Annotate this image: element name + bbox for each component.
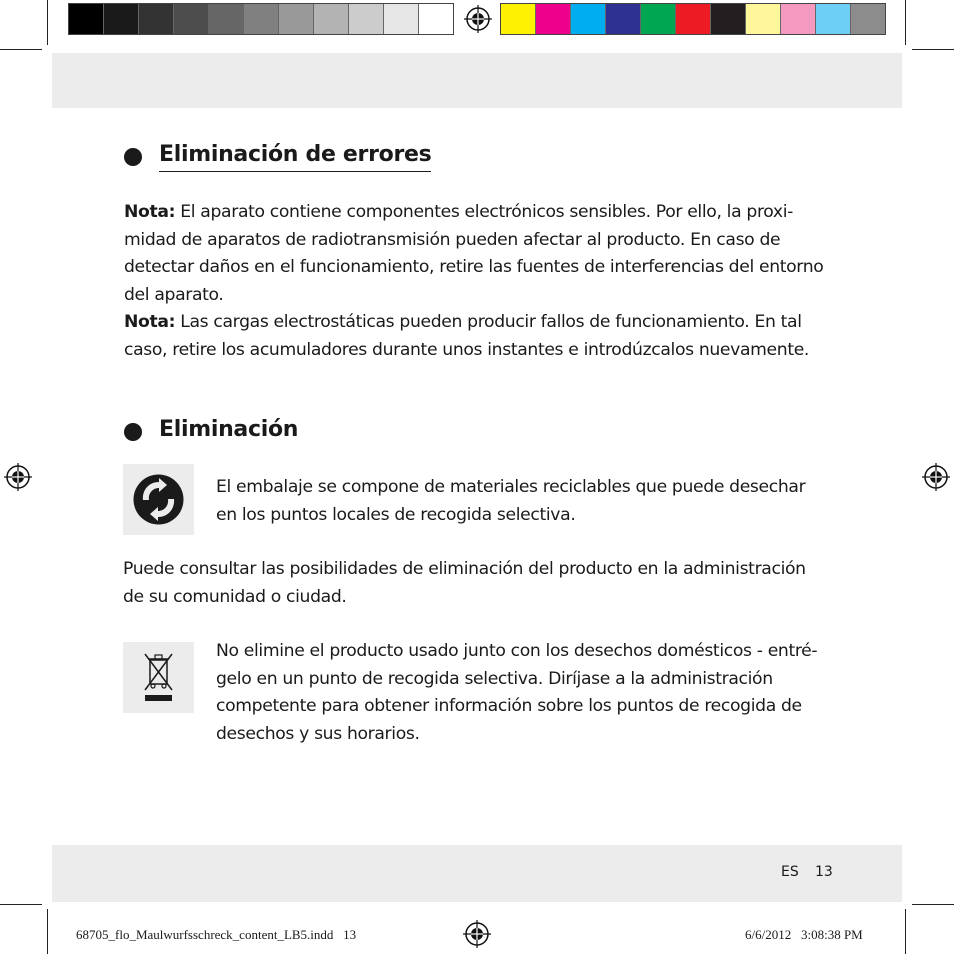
- color-swatch: [851, 4, 885, 34]
- slug-filename: 68705_flo_Maulwurfsschreck_content_LB5.indd 13: [76, 927, 357, 942]
- color-swatch: [746, 4, 781, 34]
- text-line: Puede consultar las posibilidades de eliminación del producto en la administración: [123, 559, 806, 579]
- color-swatch: [209, 4, 244, 34]
- color-calibration-bar-grayscale: [68, 3, 454, 35]
- color-swatch: [349, 4, 384, 34]
- heading-bullet: [124, 148, 142, 166]
- color-calibration-bar-color: [500, 3, 886, 35]
- packaging-text: [216, 474, 805, 529]
- section-title: Eliminación de errores: [159, 142, 431, 172]
- color-swatch: [606, 4, 641, 34]
- color-swatch: [711, 4, 746, 34]
- crop-mark: [0, 904, 42, 905]
- text-line: No elimine el producto usado junto con los desechos domésticos - entré-: [216, 641, 818, 661]
- registration-mark-icon: [463, 920, 491, 948]
- section-title: Eliminación: [159, 417, 299, 442]
- crop-mark: [905, 0, 906, 45]
- crop-mark: [47, 909, 48, 954]
- note-text: midad de aparatos de radiotransmisión pueden afectar al producto. En caso de: [124, 229, 781, 250]
- crop-mark: [912, 49, 954, 50]
- crop-mark: [0, 49, 42, 50]
- registration-mark-icon: [4, 463, 32, 491]
- color-swatch: [641, 4, 676, 34]
- color-swatch: [279, 4, 314, 34]
- note-text: detectar daños en el funcionamiento, retire las fuentes de interferencias del entorno: [124, 257, 824, 277]
- color-swatch: [139, 4, 174, 34]
- text-line: de su comunidad o ciudad.: [123, 586, 347, 607]
- heading-bullet: [124, 423, 142, 441]
- text-line: en los puntos locales de recogida selectiva.: [216, 504, 576, 525]
- text-line: desechos y sus horarios.: [216, 723, 420, 744]
- color-swatch: [816, 4, 851, 34]
- note-text: del aparato.: [124, 284, 224, 305]
- notes-paragraph: [124, 199, 823, 364]
- registration-mark-icon: [922, 463, 950, 491]
- color-swatch: [781, 4, 816, 34]
- language-code: ES: [781, 864, 799, 880]
- color-swatch: [174, 4, 209, 34]
- color-swatch: [419, 4, 453, 34]
- crop-mark: [912, 904, 954, 905]
- color-swatch: [384, 4, 419, 34]
- color-swatch: [536, 4, 571, 34]
- weee-text: [216, 638, 817, 748]
- text-line: gelo en un punto de recogida selectiva. Diríjase a la administración: [216, 668, 773, 689]
- color-swatch: [571, 4, 606, 34]
- color-swatch: [69, 4, 104, 34]
- color-swatch: [676, 4, 711, 34]
- note-label: Nota:: [124, 312, 176, 332]
- crossed-bin-icon: [123, 642, 194, 713]
- footer-band: [52, 845, 902, 902]
- slug-datetime: 6/6/2012 3:08:38 PM: [745, 927, 863, 942]
- registration-mark-icon: [464, 5, 492, 33]
- section-heading-troubleshooting: [124, 142, 431, 172]
- crop-mark: [47, 0, 48, 45]
- color-swatch: [244, 4, 279, 34]
- color-swatch: [314, 4, 349, 34]
- note-label: Nota:: [124, 202, 176, 222]
- header-band: [52, 53, 902, 108]
- page-number: 13: [815, 864, 833, 880]
- crop-mark: [905, 909, 906, 954]
- administration-text: [123, 556, 806, 611]
- note-text: El aparato contiene componentes electrónicos sensibles. Por ello, la proxi-: [175, 202, 794, 222]
- text-line: El embalaje se compone de materiales reciclables que puede desechar: [216, 477, 806, 497]
- text-line: competente para obtener información sobre los puntos de recogida de: [216, 696, 802, 716]
- section-heading-disposal: [124, 417, 298, 446]
- color-swatch: [501, 4, 536, 34]
- note-text: Las cargas electrostáticas pueden producir fallos de funcionamiento. En tal: [175, 312, 802, 332]
- note-text: caso, retire los acumuladores durante unos instantes e introdúzcalos nuevamente.: [124, 339, 810, 360]
- green-dot-icon: [123, 464, 194, 535]
- color-swatch: [104, 4, 139, 34]
